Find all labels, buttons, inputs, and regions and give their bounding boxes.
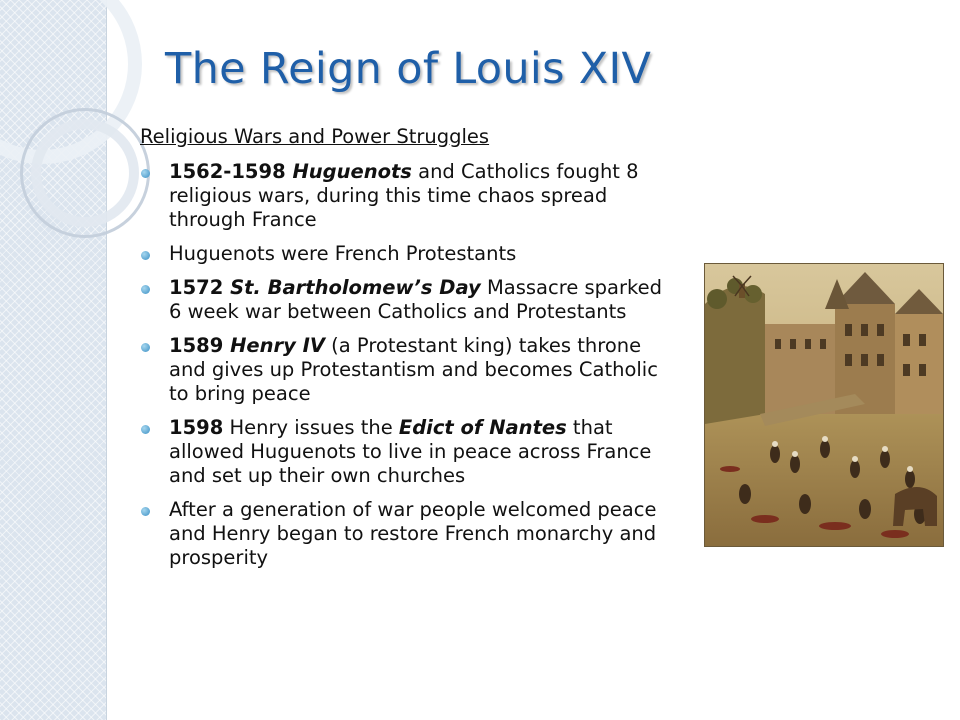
- bullet-item: 1589 Henry IV (a Protestant king) takes throne and gives up Protestantism and becomes Catholic to bring peace: [140, 334, 680, 406]
- slide-title: The Reign of Louis XIV: [165, 44, 652, 94]
- massacre-painting-image: [704, 263, 944, 547]
- bullet-item: 1562-1598 Huguenots and Catholics fought 8 religious wars, during this time chaos spread through France: [140, 160, 680, 232]
- decorative-ring-small: [20, 108, 150, 238]
- bullet-item: After a generation of war people welcomed peace and Henry began to restore French monarchy and prosperity: [140, 498, 680, 570]
- bullet-item: 1572 St. Bartholomew’s Day Massacre sparked 6 week war between Catholics and Protestants: [140, 276, 680, 324]
- bullet-item: 1598 Henry issues the Edict of Nantes that allowed Huguenots to live in peace across France and set up their own churches: [140, 416, 680, 488]
- bullet-item: Huguenots were French Protestants: [140, 242, 680, 266]
- slide-subtitle: Religious Wars and Power Struggles: [140, 125, 490, 148]
- bullet-list: [140, 160, 680, 580]
